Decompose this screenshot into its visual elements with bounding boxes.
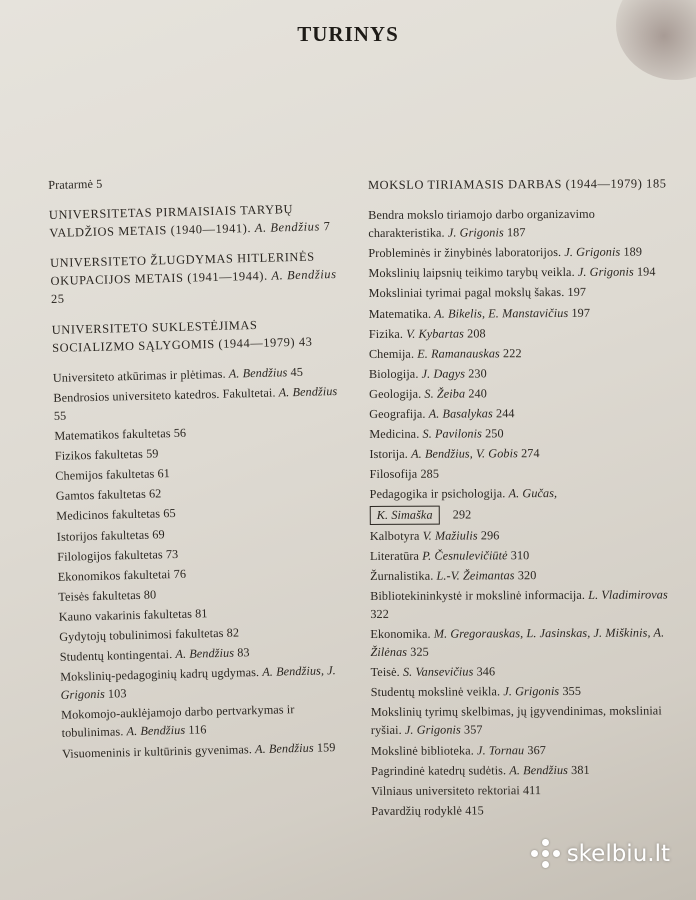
toc-entry: [370, 464, 670, 484]
entry-author: A. Bikelis, E. Manstavičius: [434, 305, 569, 321]
entry-page-number: 103: [107, 686, 127, 701]
entry-title: Mokslinių-pedagoginių kadrų ugdymas.: [60, 665, 260, 685]
toc-entry: [371, 780, 671, 800]
entry-author: J. Grigonis: [503, 684, 560, 699]
entry-title: Pratarmė: [48, 176, 94, 192]
entry-page-number: 357: [463, 722, 483, 737]
entry-page-number: 55: [53, 408, 67, 423]
toc-entry: [61, 699, 352, 742]
entry-title: Moksliniai tyrimai pagal mokslų šakas.: [368, 285, 565, 301]
entry-author: J. Tornau: [477, 742, 525, 757]
entry-page-number: 230: [468, 366, 487, 381]
entry-page-number: 381: [571, 762, 590, 777]
entry-title: Geografija.: [369, 406, 426, 422]
entry-title: Bibliotekininkystė ir mokslinė informacija.: [370, 587, 586, 603]
entry-page-number: 81: [194, 606, 208, 621]
entry-title: Gamtos fakultetas: [55, 487, 147, 504]
entry-author: S. Vansevičius: [402, 664, 474, 679]
toc-entry: [371, 760, 671, 780]
entry-title: Mokslinė biblioteka.: [370, 742, 474, 758]
entry-author: V. Mažiulis: [422, 527, 478, 543]
entry-title: Teisė.: [370, 664, 400, 680]
entry-page-number: 7: [323, 219, 331, 234]
toc-entry: [370, 585, 670, 623]
toc-entry: [53, 382, 344, 425]
entry-author: A. Bendžius: [254, 219, 321, 236]
entry-page-number: 325: [410, 644, 429, 659]
entry-author: A. Bendžius: [509, 762, 569, 777]
entry-title: Chemijos fakultetas: [55, 466, 155, 484]
boxed-author: K. Simaška: [370, 505, 440, 524]
toc-entry: [371, 740, 671, 760]
entry-title: Universiteto atkūrimas ir plėtimas.: [52, 366, 226, 385]
entry-author: L. Vladimirovas: [588, 587, 668, 602]
entry-title: Probleminės ir žinybinės laboratorijos.: [368, 245, 562, 261]
toc-entry: [370, 484, 670, 504]
entry-title: Filosofija: [369, 467, 418, 482]
entry-author: P. Česnulevičiūtė: [422, 547, 508, 563]
entry-page-number: 274: [521, 446, 540, 461]
entry-author: J. Grigonis: [404, 722, 461, 738]
toc-entry: [48, 169, 338, 194]
toc-entry: [52, 313, 343, 356]
entry-page-number: 355: [562, 684, 582, 699]
toc-entry: [369, 403, 669, 423]
page-title: TURINYS: [297, 22, 399, 46]
entry-title: Ekonomikos fakultetai: [57, 566, 171, 584]
entry-title: Bendrosios universiteto katedros. Fakultetai.: [53, 385, 276, 405]
watermark-text: skelbiu.lt: [566, 841, 670, 867]
entry-title: Matematikos fakultetas: [54, 426, 171, 443]
entry-page-number: 73: [165, 546, 179, 561]
toc-entry: [371, 702, 671, 740]
toc-entry: [369, 383, 669, 403]
entry-author: J. Grigonis: [577, 264, 634, 280]
toc-entry: [369, 424, 669, 444]
entry-page-number: 240: [468, 386, 487, 401]
entry-page-number: 189: [623, 244, 643, 259]
entry-title: UNIVERSITETAS PIRMAISIAIS TARYBŲ VALDŽIOS METAIS (1940—1941).: [48, 202, 294, 241]
toc-entry: [60, 661, 351, 704]
toc-entry: [369, 283, 669, 303]
entry-page-number: 61: [157, 466, 171, 481]
entry-page-number: 197: [567, 285, 587, 300]
toc-entry: [369, 323, 669, 343]
entry-title: Gydytojų tobulinimosi fakultetas: [59, 625, 224, 644]
toc-entry: [368, 243, 668, 263]
entry-page-number: 222: [503, 345, 522, 361]
entry-title: Kalbotyra: [369, 528, 420, 543]
entry-page-number: 159: [316, 739, 336, 755]
entry-author: A. Basalykas: [428, 406, 493, 421]
entry-title: Matematika.: [368, 306, 432, 321]
entry-author: J. Dagys: [421, 366, 466, 381]
entry-title: Chemija.: [368, 346, 415, 361]
entry-page-number: 45: [290, 364, 304, 379]
entry-page-number: 83: [237, 645, 250, 660]
toc-entry: [49, 199, 340, 242]
entry-title: MOKSLO TIRIAMASIS DARBAS (1944—1979): [368, 176, 643, 192]
entry-author: A. Bendžius, V. Gobis: [411, 446, 518, 461]
entry-page-number: 415: [465, 803, 484, 818]
entry-author: S. Pavilonis: [422, 426, 482, 441]
entry-title: Žurnalistika.: [370, 568, 434, 583]
entry-page-number: 320: [517, 567, 537, 582]
entry-page-number: 244: [495, 406, 515, 421]
entry-author: A. Bendžius: [278, 383, 338, 400]
entry-title: Fizikos fakultetas: [54, 446, 144, 464]
entry-title: Pagrindinė katedrų sudėtis.: [371, 762, 507, 778]
toc-entry: [368, 174, 668, 194]
entry-title: Filologijos fakultetas: [57, 546, 163, 564]
entry-title: Studentų kontingentai.: [59, 647, 173, 664]
entry-page-number: 250: [485, 426, 504, 441]
entry-author: V. Kybartas: [406, 326, 465, 341]
entry-title: Mokslinių laipsnių teikimo tarybų veikla.: [368, 265, 575, 281]
entry-title: Geologija.: [369, 386, 422, 401]
entry-title: Istorija.: [369, 447, 408, 462]
entry-title: Fizika.: [368, 326, 404, 341]
entry-author: A. Bendžius: [271, 267, 337, 283]
toc-entry: [370, 504, 670, 525]
entry-title: Medicina.: [369, 426, 420, 442]
entry-page-number: 208: [467, 326, 486, 341]
entry-author: L.-V. Žeimantas: [436, 567, 515, 583]
toc-entry: [50, 247, 341, 308]
entry-author: M. Gregorauskas, L. Jasinskas, J. Miškinis, A. Žilėnas: [370, 625, 665, 660]
entry-page-number: 65: [163, 506, 176, 521]
entry-page-number: 285: [420, 466, 440, 482]
entry-title: Istorijos fakultetas: [56, 527, 150, 544]
entry-author: A. Bendžius, J. Grigonis: [60, 663, 337, 703]
entry-author: E. Ramanauskas: [417, 346, 500, 361]
toc-entry: [368, 205, 668, 243]
toc-entry: [371, 800, 671, 820]
entry-author: A. Gučas,: [508, 486, 558, 501]
toc-entry: [371, 662, 671, 682]
entry-page-number: 59: [145, 446, 159, 461]
entry-page-number: 367: [527, 742, 547, 757]
entry-title: Medicinos fakultetas: [56, 506, 161, 524]
toc-entry: [369, 363, 669, 383]
entry-title: Ekonomika.: [370, 626, 431, 641]
entry-title: Studentų mokslinė veikla.: [370, 684, 501, 700]
entry-author: S. Žeiba: [424, 386, 466, 401]
dots-logo-icon: [531, 839, 561, 869]
entry-page-number: 56: [173, 425, 187, 441]
entry-page-number: 82: [226, 625, 240, 640]
toc-entry: [369, 444, 669, 464]
entry-author: J. Grigonis: [564, 244, 621, 260]
toc-left-column: [48, 169, 352, 763]
entry-title: Mokslinių tyrimų skelbimas, jų įgyvendinimas, moksliniai ryšiai.: [370, 703, 662, 738]
toc-entry: [370, 525, 670, 545]
entry-title: Mokomojo-auklėjamojo darbo pertvarkymas ir tobulinimas.: [61, 702, 295, 741]
entry-title: Biologija.: [368, 366, 419, 381]
toc-entry: [370, 545, 670, 565]
entry-title: Teisės fakultetas: [58, 587, 141, 604]
entry-author: A. Bendžius: [126, 723, 186, 739]
toc-entry: [368, 263, 668, 283]
toc-entry: [370, 623, 670, 661]
entry-author: A. Bendžius: [175, 645, 235, 662]
entry-title: Visuomeninis ir kultūrinis gyvenimas.: [61, 741, 253, 761]
toc-entry: [371, 682, 671, 702]
entry-author: A. Bendžius: [228, 364, 288, 381]
toc-entry: [370, 565, 670, 585]
entry-page-number: 296: [480, 527, 500, 542]
entry-title: Bendra mokslo tiriamojo darbo organizavimo charakteristika.: [368, 206, 595, 241]
entry-title: Kauno vakarinis fakultetas: [58, 606, 193, 624]
entry-page-number: 322: [370, 606, 389, 621]
watermark: [531, 834, 670, 874]
entry-page-number: 80: [143, 587, 157, 602]
entry-page-number: 69: [152, 526, 165, 542]
entry-author: J. Grigonis: [447, 225, 504, 240]
entry-page-number: 25: [50, 292, 65, 307]
toc-entry: [369, 343, 669, 363]
entry-page-number: 187: [506, 225, 526, 240]
entry-page-number: 43: [298, 334, 313, 349]
entry-page-number: 292: [452, 506, 472, 522]
entry-page-number: 62: [148, 486, 162, 501]
toc-entry: [369, 303, 669, 323]
entry-title: Pavardžių rodyklė: [371, 803, 463, 818]
entry-author: A. Bendžius: [254, 740, 314, 756]
toc-right-column: [368, 174, 671, 819]
entry-title: Literatūra: [369, 548, 420, 563]
entry-title: UNIVERSITETO ŽLUGDYMAS HITLERINĖS OKUPACIJOS METAIS (1941—1944).: [49, 249, 315, 289]
entry-page-number: 197: [571, 305, 591, 320]
entry-title: Pedagogika ir psichologija.: [369, 486, 506, 502]
entry-title: UNIVERSITETO SUKLESTĖJIMAS SOCIALIZMO SĄLYGOMIS (1944—1979): [51, 317, 296, 355]
entry-page-number: 346: [476, 664, 496, 679]
entry-page-number: 5: [95, 176, 103, 191]
entry-page-number: 185: [646, 176, 667, 191]
entry-page-number: 116: [188, 722, 207, 738]
entry-page-number: 411: [522, 782, 542, 797]
entry-page-number: 194: [636, 264, 656, 279]
entry-page-number: 76: [173, 566, 187, 581]
entry-title: Vilniaus universiteto rektoriai: [371, 782, 520, 798]
entry-page-number: 310: [510, 547, 530, 562]
